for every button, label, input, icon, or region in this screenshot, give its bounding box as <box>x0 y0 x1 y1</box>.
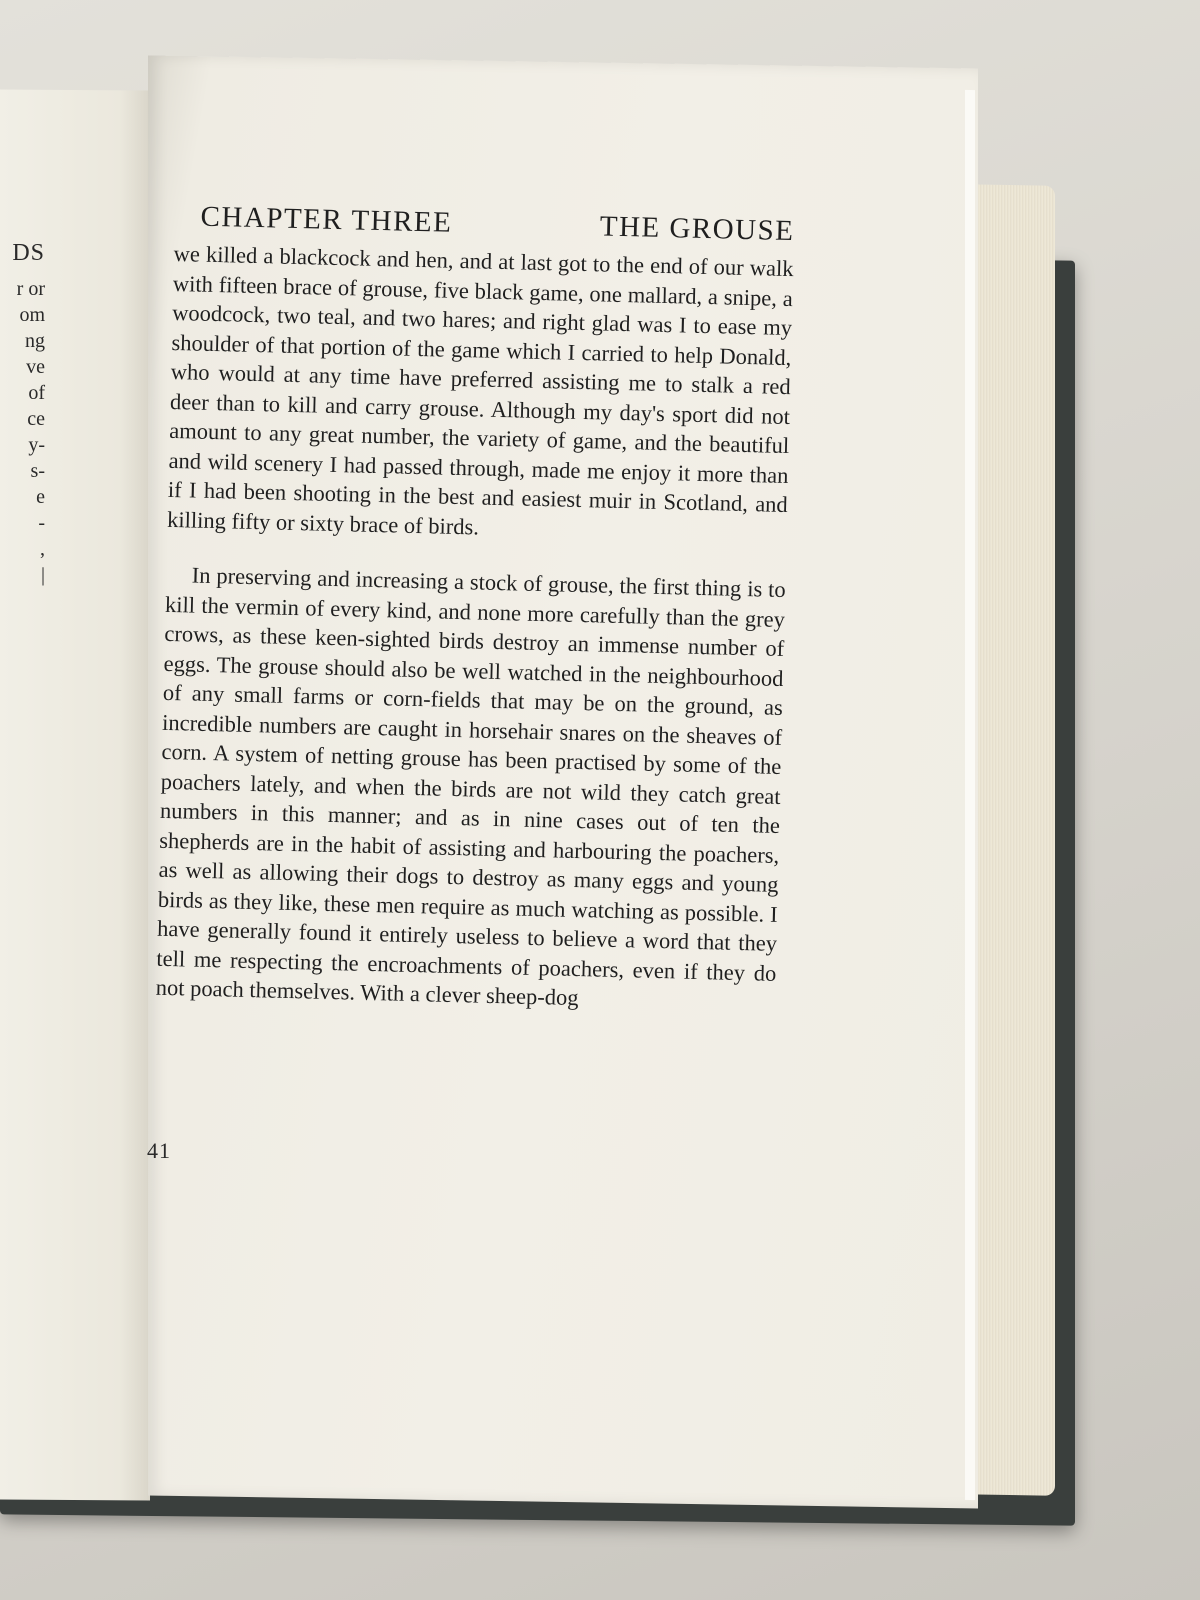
page-number: 41 <box>147 1138 171 1163</box>
left-fragment: ng <box>25 330 45 352</box>
left-fragment: s- <box>30 460 45 482</box>
chapter-title: THE GROUSE <box>599 210 795 248</box>
body-text <box>155 239 793 1017</box>
left-fragment: - <box>38 512 45 534</box>
left-fragment: om <box>19 304 45 326</box>
paragraph: In preserving and increasing a stock of grouse, the first thing is to kill the vermin of every kind, and none more carefully than the grey crows, as these keen-sighted birds destroy an immense number of eggs. The grouse should also be well watched in the neighbourhood of any small farms or corn-fields that may be on the ground, as incredible numbers are caught in horsehair snares on the sheaves of corn. A system of netting grouse has been practised by some of the poachers lately, and when the birds are not wild they catch great numbers in this manner; and as in nine cases out of ten the shepherds are in the habit of assisting and harbouring the poachers, as well as allowing their dogs to destroy as many eggs and young birds as they like, these men require as much watching as possible. I have generally found it entirely useless to believe a word that they tell me respecting the encroachments of poachers, even if they do not poach themselves. With a clever sheep-dog <box>155 562 786 1011</box>
left-fragment: DS <box>12 240 45 266</box>
left-fragment: r or <box>16 278 45 300</box>
chapter-label: CHAPTER THREE <box>200 200 453 239</box>
left-fragment: ce <box>27 408 45 430</box>
paragraph: we killed a blackcock and hen, and at last got to the end of our walk with fifteen brace of grouse, five black game, one mallard, a snipe, a woodcock, two teal, and two hares; and right glad was I to ease my shoulder of that portion of the game which I carried to help Donald, who would at any time have preferred assisting me to stalk a red deer than to kill and carry grouse. Although my day's sport did not amount to any great number, the variety of game, and the beautiful and wild scenery I had passed through, made me enjoy it more than if I had been shooting in the best and easiest muir in Scotland, and killing fifty or sixty brace of birds. <box>166 240 794 540</box>
left-fragment: ve <box>26 356 45 378</box>
left-fragment: , <box>40 538 45 560</box>
left-fragment: | <box>40 564 45 586</box>
left-page-text-fragments <box>0 240 45 588</box>
left-fragment: of <box>28 382 45 404</box>
left-fragment: e <box>36 486 45 508</box>
left-fragment: y- <box>28 434 45 456</box>
page-text-block <box>155 200 794 1017</box>
page-edge-highlight <box>965 90 975 1500</box>
